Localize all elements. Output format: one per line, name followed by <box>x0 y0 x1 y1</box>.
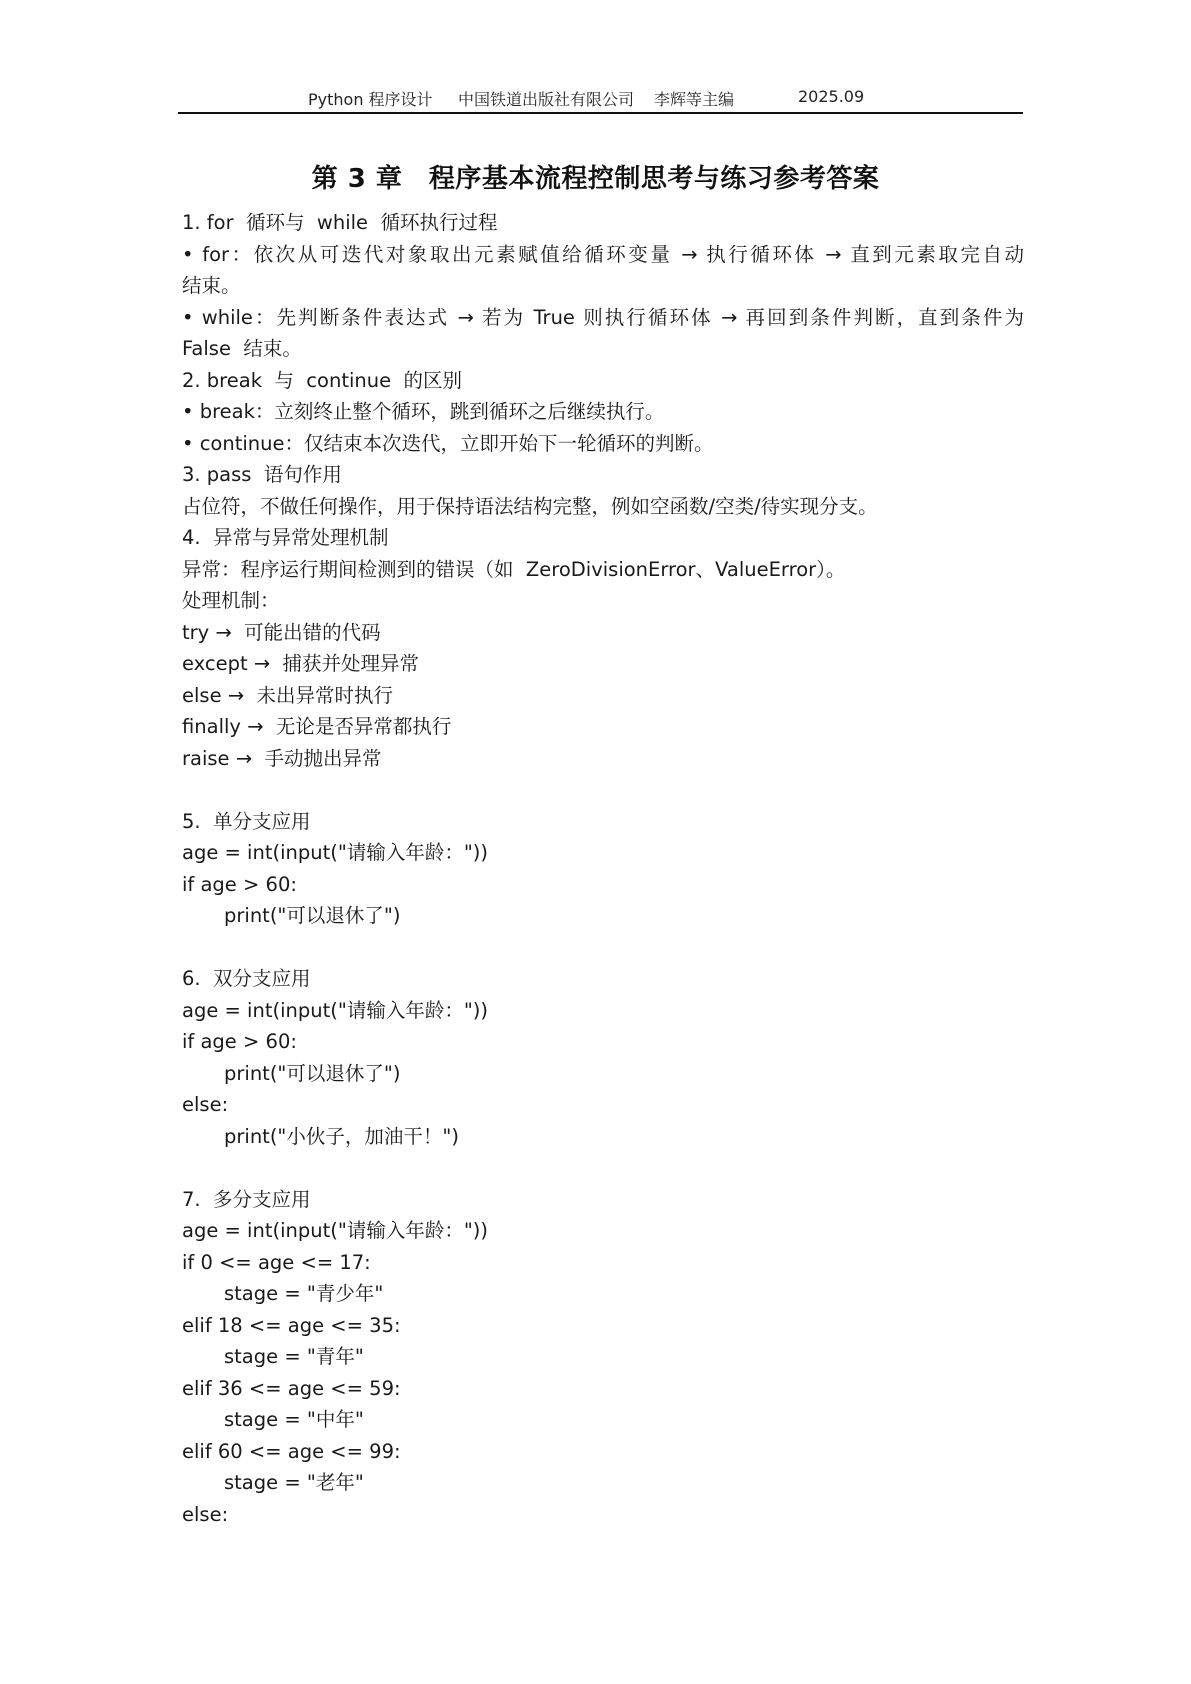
text-line: False 结束。 <box>182 337 302 360</box>
text-line: else: <box>182 1093 229 1116</box>
text-line: 结束。 <box>182 274 241 297</box>
code-line-indented: print("小伙子，加油干！") <box>224 1124 459 1148</box>
text-line: 占位符，不做任何操作，用于保持语法结构完整，例如空函数/空类/待实现分支。 <box>182 494 878 518</box>
text-line: elif 18 <= age <= 35: <box>182 1313 401 1337</box>
text-line: 异常：程序运行期间检测到的错误（如 ZeroDivisionError、ValueError）。 <box>182 557 846 581</box>
text-line: age = int(input("请输入年龄：")) <box>182 998 489 1022</box>
chapter-title: 第 3 章 程序基本流程控制思考与练习参考答案 <box>311 164 880 194</box>
text-line: • for：依次从可迭代对象取出元素赋值给循环变量 → 执行循环体 → 直到元素取完自动 <box>182 242 1024 266</box>
text-line: 5. 单分支应用 <box>182 809 311 833</box>
text-line: 3. pass 语句作用 <box>182 463 342 486</box>
text-line: 4. 异常与异常处理机制 <box>182 526 389 549</box>
header-publisher: 中国铁道出版社有限公司 <box>458 90 635 109</box>
code-line-indented: print("可以退休了") <box>224 904 401 927</box>
text-line: except → 捕获并处理异常 <box>182 652 420 675</box>
header-date: 2025.09 <box>798 87 865 106</box>
document-body <box>182 207 1024 1530</box>
header-editor: 李辉等主编 <box>654 90 735 109</box>
text-line: age = int(input("请输入年龄：")) <box>182 1219 489 1242</box>
blank-line <box>182 1152 1024 1184</box>
page-header <box>178 84 1023 114</box>
text-line: finally → 无论是否异常都执行 <box>182 715 452 738</box>
header-book-title: Python 程序设计 <box>308 90 433 109</box>
text-line: 2. break 与 continue 的区别 <box>182 368 462 392</box>
text-line: else: <box>182 1502 229 1526</box>
text-line: if age > 60: <box>182 1030 297 1053</box>
text-line: 7. 多分支应用 <box>182 1187 311 1211</box>
text-line: if 0 <= age <= 17: <box>182 1250 371 1274</box>
text-line: 处理机制： <box>182 589 280 612</box>
text-line: try → 可能出错的代码 <box>182 620 381 644</box>
code-line-indented: stage = "青年" <box>224 1345 364 1368</box>
text-line: • while：先判断条件表达式 → 若为 True 则执行循环体 → 再回到条件判断，直到条件为 <box>182 305 1024 329</box>
code-line-indented: stage = "中年" <box>224 1408 364 1431</box>
text-line: elif 60 <= age <= 99: <box>182 1439 401 1463</box>
text-line: • break：立刻终止整个循环，跳到循环之后继续执行。 <box>182 400 665 423</box>
blank-line <box>182 932 1024 964</box>
text-line: if age > 60: <box>182 872 297 896</box>
text-line: • continue：仅结束本次迭代，立即开始下一轮循环的判断。 <box>182 431 714 455</box>
code-line-indented: stage = "老年" <box>224 1471 364 1494</box>
text-line: elif 36 <= age <= 59: <box>182 1376 401 1400</box>
text-line: 1. for 循环与 while 循环执行过程 <box>182 211 498 234</box>
code-line-indented: print("可以退休了") <box>224 1061 401 1085</box>
text-line: age = int(input("请输入年龄：")) <box>182 841 489 864</box>
blank-line <box>182 774 1024 806</box>
code-line-indented: stage = "青少年" <box>224 1282 384 1305</box>
text-line: 6. 双分支应用 <box>182 967 311 990</box>
text-line: raise → 手动抛出异常 <box>182 746 382 770</box>
text-line: else → 未出异常时执行 <box>182 683 394 707</box>
